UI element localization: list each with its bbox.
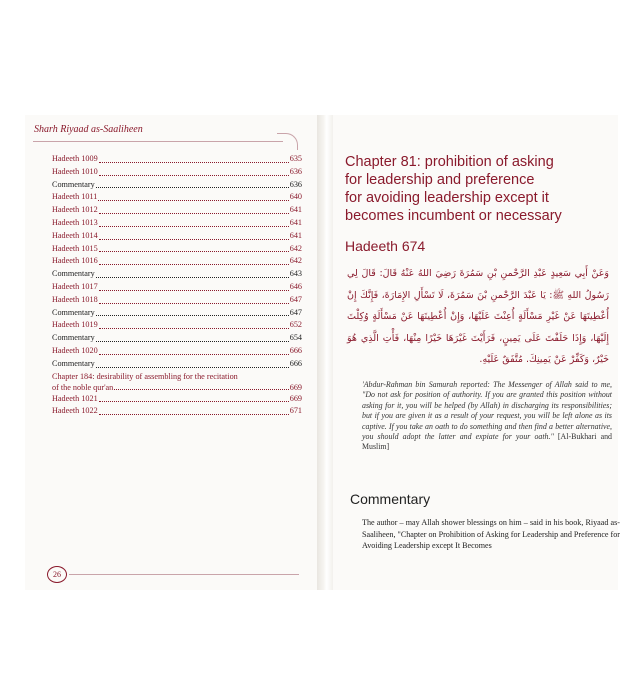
toc-leader-dots xyxy=(99,328,289,329)
toc-leader-dots xyxy=(99,226,289,227)
translation-reference: [Al-Bukhari and Muslim] xyxy=(362,432,612,452)
book-gutter xyxy=(317,115,333,590)
toc-entry-page: 640 xyxy=(289,192,302,202)
toc-entry-label: Hadeeth 1013 xyxy=(52,217,98,227)
toc-entry xyxy=(52,268,302,281)
toc-entry-page: 666 xyxy=(289,345,302,355)
commentary-text: The author – may Allah shower blessings on him – said in his book, Riyaad as-Saaliheen, "Chapter on Prohibition of Asking for Leadership and Preference for Avoiding Leadership except It Becomes xyxy=(362,518,620,550)
translation xyxy=(362,380,612,453)
toc-entry xyxy=(52,230,302,243)
toc-leader-dots xyxy=(99,264,289,265)
footer-rule xyxy=(69,574,299,575)
toc-chapter-entry xyxy=(52,371,302,393)
toc-leader-dots xyxy=(99,239,289,240)
toc-entry xyxy=(52,405,302,418)
table-of-contents xyxy=(52,153,302,418)
toc-chapter-line: of the noble qur'an xyxy=(52,382,114,392)
chapter-title-line: for avoiding leadership except it xyxy=(345,190,549,206)
header-ornament xyxy=(277,133,298,150)
commentary-title: Commentary xyxy=(350,491,431,507)
toc-entry-page: 666 xyxy=(289,358,302,368)
toc-entry-page: 636 xyxy=(289,166,302,176)
toc-entry-page: 646 xyxy=(289,281,302,291)
toc-entry-label: Commentary xyxy=(52,269,95,279)
toc-entry-page: 647 xyxy=(289,294,302,304)
arabic-text: وَعَنْ أَبِي سَعِيدٍ عَبْدِ الرَّحْمنِ بْنِ سَمُرَةَ رَضِيَ اللهُ عَنْهُ قَالَ: قَالَ لِي رَسُولُ اللهِ ﷺ: يَا عَبْدَ الرَّحْمنِ بْنَ سَمُرَةَ، لَا تَسْأَلِ الإِمَارَةَ، فَإِنَّكَ إِنْ أُعْطِيتَهَا عَنْ غَيْرِ مَسْأَلَةٍ أُعِنْتَ عَلَيْهَا، وَإِنْ أُعْطِيتَهَا عَنْ مَسْأَلَةٍ وُكِلْتَ إِلَيْهَا، وَإِذَا حَلَفْتَ عَلَى يَمِينٍ، فَرَأَيْتَ غَيْرَهَا خَيْرًا مِنْهَا، فَأْتِ الَّذِي هُوَ خَيْرٌ، وَكَفِّرْ عَنْ يَمِينِكَ. مُتَّفَقٌ عَلَيْهِ. xyxy=(347,268,609,365)
toc-entry xyxy=(52,319,302,332)
toc-leader-dots xyxy=(99,213,289,214)
toc-leader-dots xyxy=(99,251,289,252)
toc-entry-page: 642 xyxy=(289,256,302,266)
toc-entry-label: Hadeeth 1018 xyxy=(52,294,98,304)
toc-entry xyxy=(52,345,302,358)
left-page xyxy=(25,115,318,590)
toc-leader-dots xyxy=(98,200,288,201)
toc-entry-page: 669 xyxy=(289,393,302,403)
toc-entry-label: Hadeeth 1016 xyxy=(52,256,98,266)
toc-leader-dots xyxy=(96,277,289,278)
toc-entry xyxy=(52,166,302,179)
toc-entry xyxy=(52,153,302,166)
toc-leader-dots xyxy=(114,389,288,390)
toc-entry-label: Hadeeth 1022 xyxy=(52,406,98,416)
toc-leader-dots xyxy=(99,162,289,163)
toc-entry-page: 652 xyxy=(289,320,302,330)
toc-entry xyxy=(52,255,302,268)
toc-entry xyxy=(52,307,302,320)
toc-entry xyxy=(52,281,302,294)
toc-chapter-row xyxy=(52,382,302,393)
chapter-title-line: Chapter 81: prohibition of asking xyxy=(345,154,554,170)
toc-leader-dots xyxy=(96,315,289,316)
page-number: 26 xyxy=(47,566,67,583)
chapter-title xyxy=(345,153,615,225)
toc-entry xyxy=(52,294,302,307)
toc-entry-page: 669 xyxy=(289,382,302,392)
toc-entry-page: 641 xyxy=(289,230,302,240)
toc-entry xyxy=(52,358,302,371)
toc-entry-label: Commentary xyxy=(52,358,95,368)
chapter-title-line: for leadership and preference xyxy=(345,172,535,188)
translation-text: 'Abdur-Rahman bin Samurah reported: The Messenger of Allah said to me, "Do not ask for position of authority. If you are granted this position without asking for it, you will be helped (by Allah) in discharging its responsibilities; but if you are given it as a result of your request, you will be left alone as its captive. If you take an oath to do something and then find a better alternative, you should adopt the latter and expiate for your oath." xyxy=(362,380,612,442)
toc-leader-dots xyxy=(99,290,289,291)
running-head: Sharh Riyaad as-Saaliheen xyxy=(34,124,143,135)
header-rule xyxy=(33,141,283,142)
toc-entry-page: 641 xyxy=(289,205,302,215)
toc-entry xyxy=(52,393,302,406)
toc-entry-label: Commentary xyxy=(52,307,95,317)
toc-leader-dots xyxy=(96,367,289,368)
toc-entry-label: Hadeeth 1017 xyxy=(52,281,98,291)
toc-leader-dots xyxy=(99,401,289,402)
toc-entry xyxy=(52,204,302,217)
toc-entry-label: Hadeeth 1019 xyxy=(52,320,98,330)
toc-entry xyxy=(52,332,302,345)
toc-entry xyxy=(52,217,302,230)
toc-entry-page: 635 xyxy=(289,154,302,163)
right-page xyxy=(333,115,618,590)
toc-leader-dots xyxy=(96,341,289,342)
chapter-title-line: becomes incumbent or necessary xyxy=(345,208,562,224)
toc-entry xyxy=(52,191,302,204)
toc-entry-page: 636 xyxy=(289,179,302,189)
toc-leader-dots xyxy=(99,175,289,176)
toc-entry-label: Hadeeth 1012 xyxy=(52,205,98,215)
toc-leader-dots xyxy=(99,303,289,304)
toc-entry-label: Hadeeth 1010 xyxy=(52,166,98,176)
toc-entry-label: Commentary xyxy=(52,179,95,189)
hadeeth-title: Hadeeth 674 xyxy=(345,238,426,254)
toc-leader-dots xyxy=(99,354,289,355)
toc-entry-label: Hadeeth 1009 xyxy=(52,154,98,163)
toc-entry-label: Hadeeth 1015 xyxy=(52,243,98,253)
toc-entry-label: Hadeeth 1021 xyxy=(52,393,98,403)
toc-entry-page: 641 xyxy=(289,217,302,227)
toc-entry-page: 671 xyxy=(289,406,302,416)
toc-entry-page: 654 xyxy=(289,333,302,343)
toc-entry-label: Hadeeth 1011 xyxy=(52,192,98,202)
toc-leader-dots xyxy=(96,187,289,188)
toc-chapter-line: Chapter 184: desirability of assembling for the recitation xyxy=(52,371,238,381)
toc-entry xyxy=(52,243,302,256)
toc-entry xyxy=(52,179,302,192)
toc-entry-page: 643 xyxy=(289,269,302,279)
toc-entry-page: 642 xyxy=(289,243,302,253)
toc-entry-label: Hadeeth 1014 xyxy=(52,230,98,240)
toc-leader-dots xyxy=(99,414,289,415)
toc-entry-label: Commentary xyxy=(52,333,95,343)
toc-entry-label: Hadeeth 1020 xyxy=(52,345,98,355)
toc-entry-page: 647 xyxy=(289,307,302,317)
